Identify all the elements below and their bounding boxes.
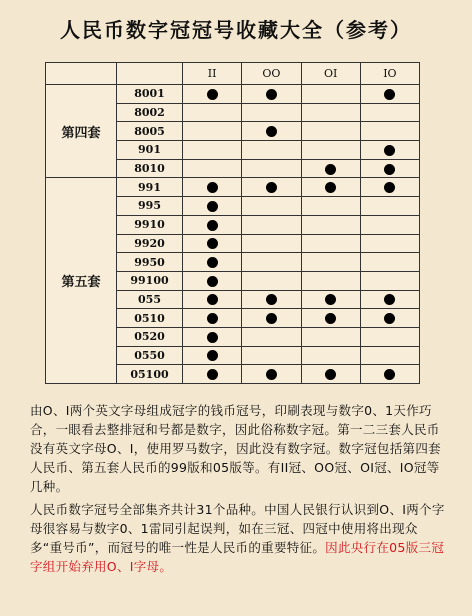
mark-cell	[301, 178, 360, 197]
filled-dot-icon	[207, 350, 218, 361]
code-cell: 055	[117, 290, 183, 309]
filled-dot-icon	[266, 294, 277, 305]
code-cell: 0510	[117, 309, 183, 328]
filled-dot-icon	[207, 182, 218, 193]
code-cell: 9920	[117, 234, 183, 253]
filled-dot-icon	[207, 369, 218, 380]
mark-cell	[242, 365, 301, 384]
mark-cell	[183, 141, 242, 160]
mark-cell	[242, 159, 301, 178]
code-cell: 8001	[117, 85, 183, 104]
mark-cell	[360, 85, 419, 104]
code-cell: 991	[117, 178, 183, 197]
mark-cell	[301, 365, 360, 384]
table-header-row	[46, 63, 420, 85]
mark-cell	[301, 159, 360, 178]
filled-dot-icon	[207, 313, 218, 324]
column-header: IO	[360, 63, 419, 85]
filled-dot-icon	[207, 332, 218, 343]
filled-dot-icon	[384, 369, 395, 380]
mark-cell	[360, 197, 419, 216]
mark-cell	[183, 346, 242, 365]
mark-cell	[183, 327, 242, 346]
filled-dot-icon	[207, 238, 218, 249]
mark-cell	[301, 85, 360, 104]
mark-cell	[183, 234, 242, 253]
mark-cell	[360, 159, 419, 178]
mark-cell	[242, 290, 301, 309]
mark-cell	[360, 215, 419, 234]
column-header: OI	[301, 63, 360, 85]
mark-cell	[242, 215, 301, 234]
header-blank-series	[46, 63, 117, 85]
mark-cell	[301, 122, 360, 141]
header-blank-code	[117, 63, 183, 85]
mark-cell	[301, 215, 360, 234]
mark-cell	[183, 85, 242, 104]
mark-cell	[183, 197, 242, 216]
mark-cell	[301, 346, 360, 365]
mark-cell	[301, 327, 360, 346]
filled-dot-icon	[325, 313, 336, 324]
filled-dot-icon	[207, 294, 218, 305]
code-cell: 0550	[117, 346, 183, 365]
filled-dot-icon	[384, 182, 395, 193]
filled-dot-icon	[384, 313, 395, 324]
mark-cell	[360, 290, 419, 309]
mark-cell	[242, 178, 301, 197]
mark-cell	[301, 290, 360, 309]
mark-cell	[301, 103, 360, 122]
mark-cell	[360, 178, 419, 197]
paragraph-2-text: 人民币数字冠号全部集齐共计31个品种。中国人民银行认识到O、I两个字母很容易与数字0、1雷同引起误判，如在三冠、四冠中使用将出现众多“重号币”，而冠号的唯一性是人民币的重要特征。	[30, 502, 445, 555]
filled-dot-icon	[384, 89, 395, 100]
mark-cell	[183, 178, 242, 197]
code-cell: 8002	[117, 103, 183, 122]
mark-cell	[360, 346, 419, 365]
filled-dot-icon	[207, 220, 218, 231]
code-cell: 8005	[117, 122, 183, 141]
mark-cell	[183, 271, 242, 290]
mark-cell	[301, 234, 360, 253]
mark-cell	[183, 365, 242, 384]
mark-cell	[360, 309, 419, 328]
filled-dot-icon	[266, 126, 277, 137]
mark-cell	[301, 309, 360, 328]
mark-cell	[301, 141, 360, 160]
filled-dot-icon	[207, 89, 218, 100]
mark-cell	[242, 309, 301, 328]
code-cell: 995	[117, 197, 183, 216]
page-title: 人民币数字冠冠号收藏大全（参考）	[60, 18, 412, 42]
mark-cell	[183, 159, 242, 178]
description-paragraph-1: 由O、I两个英文字母组成冠字的钱币冠号，印刷表现与数字0、1天作巧合，一眼看去整排冠和号都是数字，因此俗称数字冠。第一二三套人民币没有英文字母O、I，使用罗马数字，因此没有数字冠。数字冠包括第四套人民币、第五套人民币的99版和05版等。有II冠、OO冠、OI冠、IO冠等几种。	[30, 403, 441, 494]
code-cell: 9950	[117, 253, 183, 272]
table-row	[46, 178, 420, 197]
mark-cell	[360, 141, 419, 160]
filled-dot-icon	[325, 294, 336, 305]
mark-cell	[242, 271, 301, 290]
column-header: II	[183, 63, 242, 85]
filled-dot-icon	[207, 201, 218, 212]
filled-dot-icon	[384, 145, 395, 156]
mark-cell	[242, 253, 301, 272]
filled-dot-icon	[266, 369, 277, 380]
filled-dot-icon	[325, 369, 336, 380]
code-cell: 8010	[117, 159, 183, 178]
code-cell: 99100	[117, 271, 183, 290]
mark-cell	[360, 253, 419, 272]
mark-cell	[242, 327, 301, 346]
mark-cell	[183, 103, 242, 122]
mark-cell	[360, 234, 419, 253]
mark-cell	[242, 85, 301, 104]
mark-cell	[360, 103, 419, 122]
mark-cell	[242, 346, 301, 365]
filled-dot-icon	[266, 89, 277, 100]
mark-cell	[242, 234, 301, 253]
filled-dot-icon	[384, 164, 395, 175]
crown-number-table	[45, 62, 420, 384]
mark-cell	[183, 253, 242, 272]
mark-cell	[183, 215, 242, 234]
filled-dot-icon	[384, 294, 395, 305]
code-cell: 901	[117, 141, 183, 160]
mark-cell	[301, 253, 360, 272]
filled-dot-icon	[207, 257, 218, 268]
filled-dot-icon	[325, 182, 336, 193]
mark-cell	[360, 271, 419, 290]
mark-cell	[360, 365, 419, 384]
paragraph-2-highlight: 因此央行在05版三冠字组开始弃用O、I字母。	[30, 540, 445, 574]
mark-cell	[360, 327, 419, 346]
mark-cell	[301, 271, 360, 290]
mark-cell	[301, 197, 360, 216]
mark-cell	[183, 290, 242, 309]
series-label: 第四套	[46, 85, 117, 178]
mark-cell	[183, 122, 242, 141]
series-label: 第五套	[46, 178, 117, 384]
mark-cell	[242, 103, 301, 122]
code-cell: 05100	[117, 365, 183, 384]
code-cell: 9910	[117, 215, 183, 234]
code-cell: 0520	[117, 327, 183, 346]
filled-dot-icon	[266, 182, 277, 193]
column-header: OO	[242, 63, 301, 85]
mark-cell	[242, 141, 301, 160]
mark-cell	[242, 122, 301, 141]
description-paragraph-2	[30, 500, 450, 576]
filled-dot-icon	[266, 313, 277, 324]
table-row	[46, 85, 420, 104]
mark-cell	[242, 197, 301, 216]
mark-cell	[183, 309, 242, 328]
filled-dot-icon	[207, 276, 218, 287]
filled-dot-icon	[325, 164, 336, 175]
mark-cell	[360, 122, 419, 141]
